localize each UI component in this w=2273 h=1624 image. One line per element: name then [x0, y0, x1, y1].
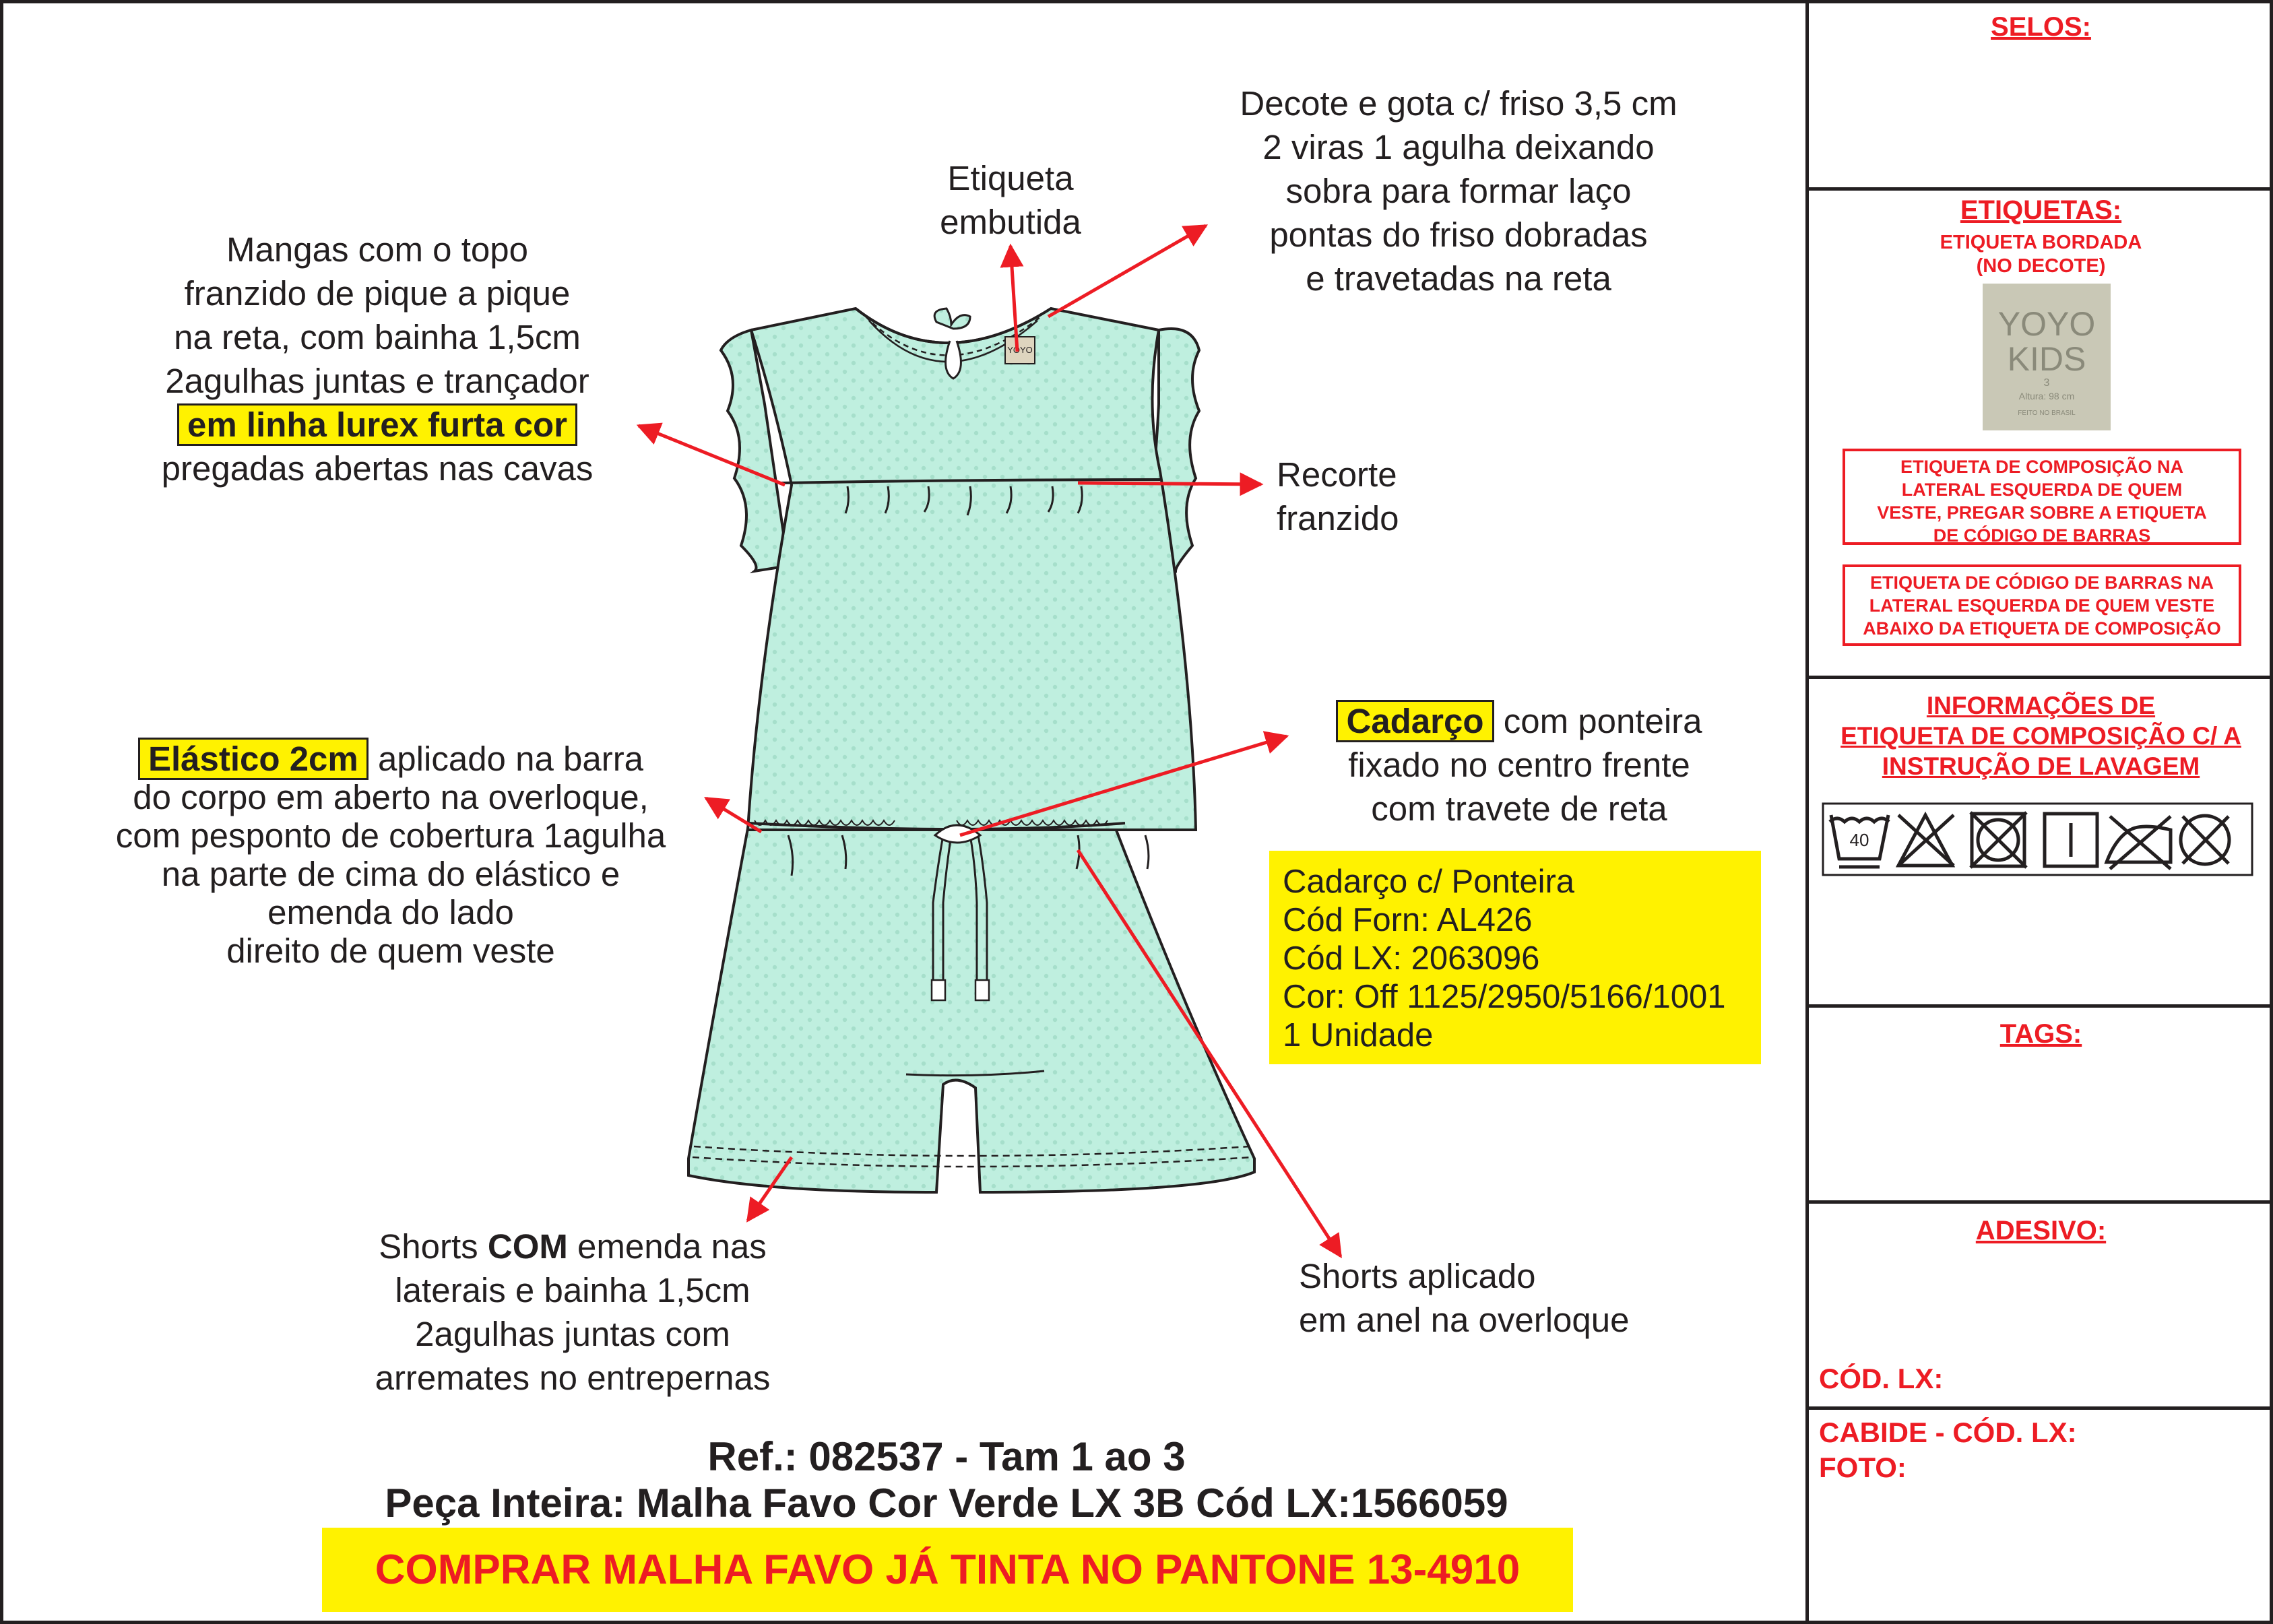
note-elastic: Elástico 2cm aplicado na barra do corpo em aberto na overloque, com pesponto de cobertura 1agulha na parte de cima do elástico e emenda do lado direito de quem veste	[67, 740, 714, 970]
composition-label-box: ETIQUETA DE COMPOSIÇÃO NA LATERAL ESQUERDA DE QUEM VESTE, PREGAR SOBRE A ETIQUETA DE CÓDIGO DE BARRAS	[1843, 449, 2241, 545]
selos-heading: SELOS:	[1991, 12, 2091, 42]
adesivo-heading: ADESIVO:	[1975, 1216, 2107, 1245]
cord-spec-box: Cadarço c/ Ponteira Cód Forn: AL426 Cód LX: 2063096 Cor: Off 1125/2950/5166/1001 1 Unidade	[1269, 851, 1761, 1064]
note-shorts-hem: Shorts COM emenda nas laterais e bainha 1,5cm 2agulhas juntas com arremates no entrepernas	[375, 1227, 771, 1397]
no-tumble-dry-icon	[1971, 812, 2026, 868]
fabric-title: Peça Inteira: Malha Favo Cor Verde LX 3B Cód LX:1566059	[385, 1481, 1508, 1526]
buy-notice: COMPRAR MALHA FAVO JÁ TINTA NO PANTONE 13-4910	[322, 1528, 1573, 1612]
note-shorts-applied: Shorts aplicado em anel na overloque	[1299, 1257, 1630, 1339]
note-drawstring: Cadarço com ponteira fixado no centro frente com travete de reta	[1280, 699, 1758, 831]
drawstring-highlight: Cadarço	[1336, 700, 1494, 742]
foto-label: FOTO:	[1819, 1452, 1907, 1483]
barcode-label-box: ETIQUETA DE CÓDIGO DE BARRAS NA LATERAL ESQUERDA DE QUEM VESTE ABAIXO DA ETIQUETA DE COMPOSIÇÃO	[1843, 564, 2241, 646]
cod-lx-label: CÓD. LX:	[1819, 1363, 1944, 1394]
etiquetas-heading: ETIQUETAS:	[1960, 195, 2122, 225]
reference-title: Ref.: 082537 - Tam 1 ao 3	[707, 1434, 1186, 1479]
elastic-highlight: Elástico 2cm	[138, 738, 369, 780]
info-heading: INFORMAÇÕES DE ETIQUETA DE COMPOSIÇÃO C/ A INSTRUÇÃO DE LAVAGEM	[1840, 692, 2241, 780]
wash-temperature: 40	[1849, 830, 1869, 850]
cabide-label: CABIDE - CÓD. LX:	[1819, 1417, 2077, 1448]
tags-heading: TAGS:	[1999, 1019, 2082, 1049]
note-sleeves: Mangas com o topo franzido de pique a pique na reta, com bainha 1,5cm 2agulhas juntas e trançador em linha lurex furta cor pregadas abertas nas cavas	[161, 230, 594, 488]
note-neckline: Decote e gota c/ friso 3,5 cm 2 viras 1 agulha deixando sobra para formar laço pontas do friso dobradas e travetadas na reta	[1240, 84, 1677, 298]
svg-text:YOYO: YOYO	[1007, 345, 1033, 355]
etiqueta-subtitle: ETIQUETA BORDADA (NO DECOTE)	[1940, 232, 2142, 277]
note-label: Etiqueta embutida	[940, 159, 1081, 241]
brand-label: YOYO KIDS 3 Altura: 98 cm FEITO NO BRASIL	[1983, 284, 2111, 430]
lurex-highlight: em linha lurex furta cor	[177, 403, 577, 446]
note-yoke: Recorte franzido	[1277, 455, 1399, 538]
